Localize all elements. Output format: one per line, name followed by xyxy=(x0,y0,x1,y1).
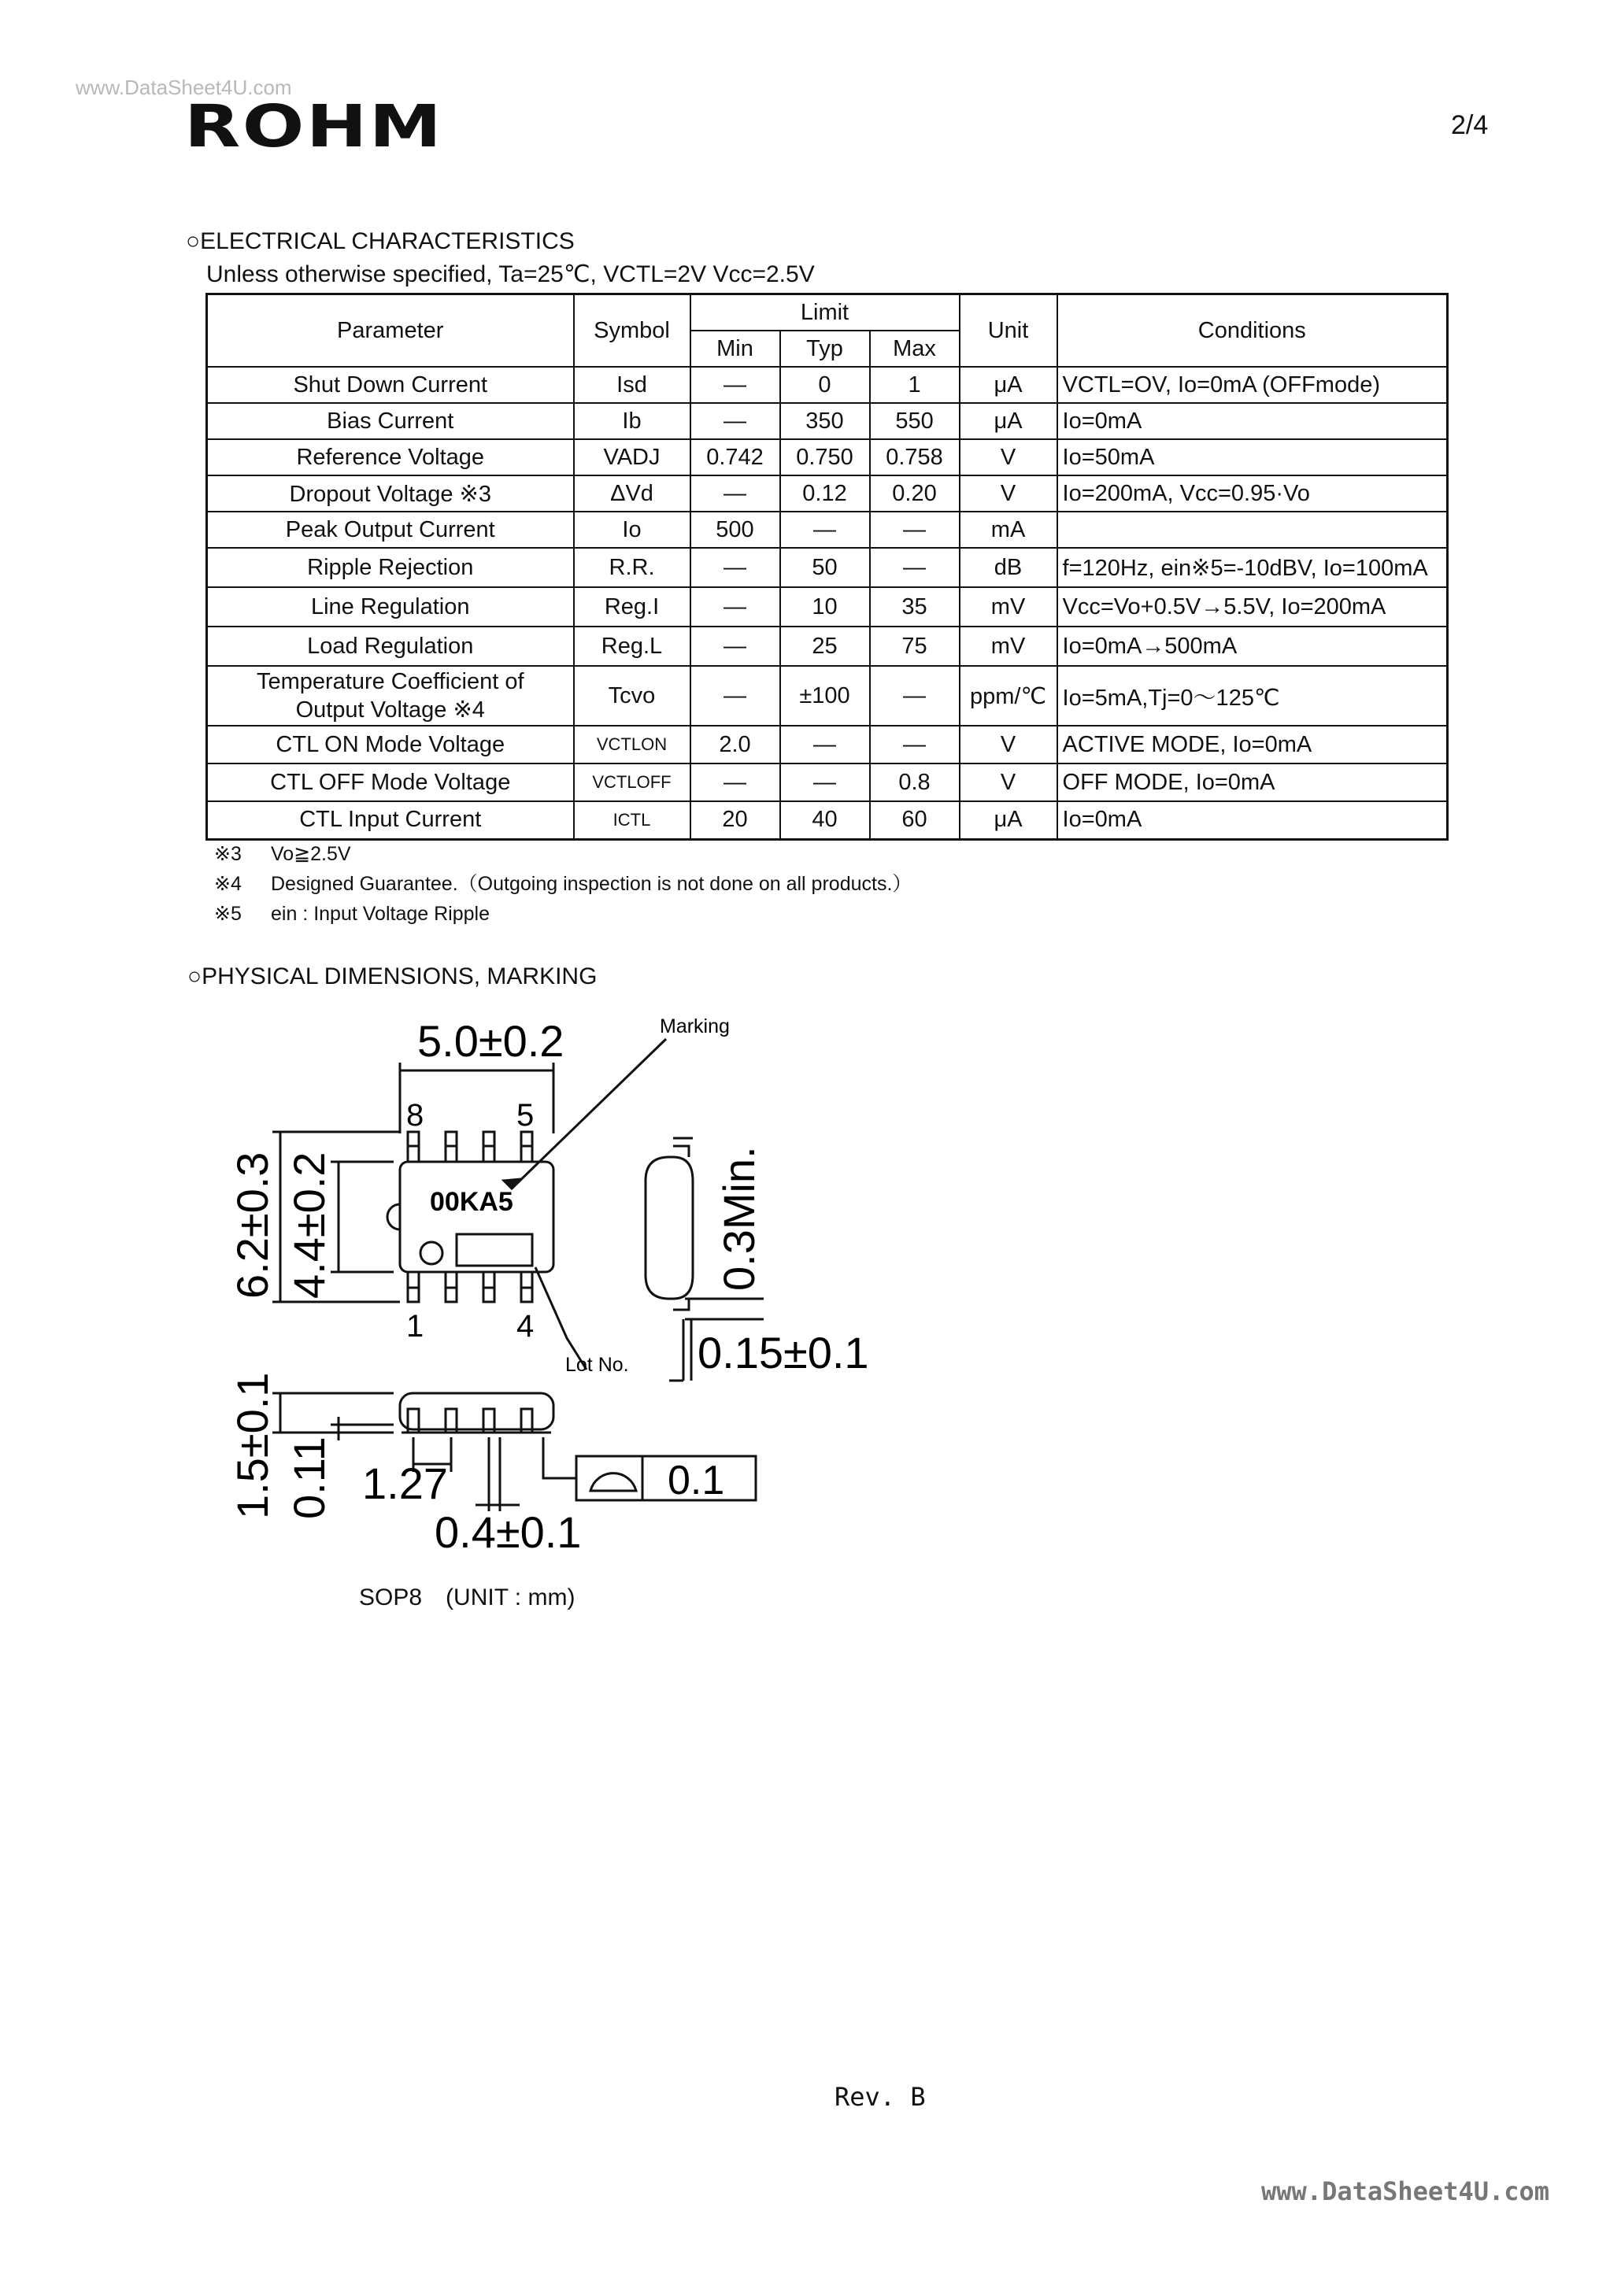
param-line-1: Temperature Coefficient of xyxy=(256,669,524,694)
typ-cell: 0.750 xyxy=(780,439,870,475)
typ-cell: 0.12 xyxy=(780,475,870,512)
revision: Rev. B xyxy=(835,2082,926,2112)
dim-height-body: 4.4±0.2 xyxy=(284,1152,334,1299)
dim-height-total: 6.2±0.3 xyxy=(228,1152,277,1299)
param-cell: Bias Current xyxy=(207,403,574,439)
min-cell: — xyxy=(690,367,780,403)
min-cell: — xyxy=(690,627,780,666)
max-cell: 35 xyxy=(870,587,960,627)
dim-width: 5.0±0.2 xyxy=(417,1016,564,1066)
param-line-2: Output Voltage ※4 xyxy=(295,697,485,723)
min-cell: 2.0 xyxy=(690,726,780,763)
header-unit: Unit xyxy=(960,294,1057,368)
watermark-top: www.DataSheet4U.com xyxy=(76,76,292,99)
watermark-bottom: www.DataSheet4U.com xyxy=(1261,2176,1550,2206)
param-cell: Peak Output Current xyxy=(207,512,574,548)
symbol-cell: Ib xyxy=(574,403,690,439)
cond-cell: Io=0mA→500mA xyxy=(1057,627,1448,666)
unit-cell: V xyxy=(960,763,1057,801)
symbol-cell: Io xyxy=(574,512,690,548)
rohm-logo: ROHM xyxy=(184,93,444,161)
max-cell: 75 xyxy=(870,627,960,666)
dim-lead-thickness: 0.15±0.1 xyxy=(698,1328,869,1377)
param-cell: CTL ON Mode Voltage xyxy=(207,726,574,763)
min-cell: 500 xyxy=(690,512,780,548)
unit-cell: V xyxy=(960,439,1057,475)
typ-cell: 25 xyxy=(780,627,870,666)
max-cell: 0.8 xyxy=(870,763,960,801)
footnote-mark: ※5 xyxy=(214,903,242,925)
min-cell: — xyxy=(690,666,780,726)
symbol-cell: ICTL xyxy=(574,801,690,839)
cond-cell: Io=200mA, Vcc=0.95·Vo xyxy=(1057,475,1448,512)
max-cell: — xyxy=(870,512,960,548)
min-cell: — xyxy=(690,403,780,439)
typ-cell: 40 xyxy=(780,801,870,839)
symbol-cell: VADJ xyxy=(574,439,690,475)
header-min: Min xyxy=(690,331,780,367)
unit-cell: mA xyxy=(960,512,1057,548)
electrical-conditions-subtitle: Unless otherwise specified, Ta=25℃, VCTL=2V Vcc=2.5V xyxy=(206,261,815,287)
symbol-cell: Isd xyxy=(574,367,690,403)
min-cell: 20 xyxy=(690,801,780,839)
page-number: 2/4 xyxy=(1451,110,1489,140)
unit-cell: μA xyxy=(960,801,1057,839)
symbol-cell: VCTLOFF xyxy=(574,763,690,801)
typ-cell: — xyxy=(780,512,870,548)
cond-cell: Io=0mA xyxy=(1057,801,1448,839)
typ-cell: — xyxy=(780,726,870,763)
max-cell: 1 xyxy=(870,367,960,403)
cond-cell: Vcc=Vo+0.5V→5.5V, Io=200mA xyxy=(1057,587,1448,627)
pin-label-1: 1 xyxy=(406,1309,424,1344)
dim-min-clearance: 0.3Min. xyxy=(714,1146,764,1291)
max-cell: — xyxy=(870,666,960,726)
marking-text: 00KA5 xyxy=(430,1187,513,1217)
package-caption: SOP8 (UNIT : mm) xyxy=(359,1584,575,1610)
footnote-text: Designed Guarantee.（Outgoing inspection is not done on all products.） xyxy=(271,873,912,895)
cond-cell: ACTIVE MODE, Io=0mA xyxy=(1057,726,1448,763)
param-cell: Load Regulation xyxy=(207,627,574,666)
header-typ: Typ xyxy=(780,331,870,367)
unit-cell: μA xyxy=(960,403,1057,439)
min-cell: — xyxy=(690,548,780,587)
physical-section-title: ○PHYSICAL DIMENSIONS, MARKING xyxy=(187,963,598,989)
symbol-cell: Tcvo xyxy=(574,666,690,726)
lot-label: Lot No. xyxy=(565,1354,629,1376)
dim-standoff: 0.11 xyxy=(284,1436,334,1519)
typ-cell: — xyxy=(780,763,870,801)
pin1-mark xyxy=(420,1242,442,1264)
symbol-cell: R.R. xyxy=(574,548,690,587)
footnote-text: ein : Input Voltage Ripple xyxy=(271,903,490,925)
max-cell: — xyxy=(870,548,960,587)
pin-label-5: 5 xyxy=(516,1098,535,1133)
unit-cell: mV xyxy=(960,627,1057,666)
package-top-body xyxy=(400,1162,553,1272)
cond-cell: OFF MODE, Io=0mA xyxy=(1057,763,1448,801)
header-parameter: Parameter xyxy=(207,294,574,368)
side-lead-bottom xyxy=(673,1299,689,1310)
unit-cell: V xyxy=(960,475,1057,512)
dim-flatness: 0.1 xyxy=(668,1458,725,1503)
electrical-section-title: ○ELECTRICAL CHARACTERISTICS xyxy=(186,228,575,254)
symbol-cell: Reg.I xyxy=(574,587,690,627)
unit-cell: V xyxy=(960,726,1057,763)
param-cell: CTL Input Current xyxy=(207,801,574,839)
header-max: Max xyxy=(870,331,960,367)
typ-cell: ±100 xyxy=(780,666,870,726)
lot-box xyxy=(457,1234,532,1266)
symbol-cell: ΔVd xyxy=(574,475,690,512)
typ-cell: 350 xyxy=(780,403,870,439)
cond-cell: VCTL=OV, Io=0mA (OFFmode) xyxy=(1057,367,1448,403)
symbol-cell: VCTLON xyxy=(574,726,690,763)
footnote-mark: ※4 xyxy=(214,873,242,895)
package-side-body xyxy=(646,1157,693,1299)
max-cell: 0.20 xyxy=(870,475,960,512)
dim-thickness: 1.5±0.1 xyxy=(228,1372,277,1519)
typ-cell: 50 xyxy=(780,548,870,587)
unit-cell: μA xyxy=(960,367,1057,403)
min-cell: — xyxy=(690,475,780,512)
min-cell: 0.742 xyxy=(690,439,780,475)
cond-cell: Io=5mA,Tj=0～125℃ xyxy=(1057,666,1448,726)
param-cell: Line Regulation xyxy=(207,587,574,627)
header-symbol: Symbol xyxy=(574,294,690,368)
unit-cell: ppm/℃ xyxy=(960,666,1057,726)
cond-cell: f=120Hz, ein※5=-10dBV, Io=100mA xyxy=(1057,548,1448,587)
pin-label-8: 8 xyxy=(406,1098,424,1133)
unit-cell: mV xyxy=(960,587,1057,627)
cond-cell: Io=50mA xyxy=(1057,439,1448,475)
cond-cell: Io=0mA xyxy=(1057,403,1448,439)
min-cell: — xyxy=(690,763,780,801)
pin-label-4: 4 xyxy=(516,1309,535,1344)
notch xyxy=(387,1204,400,1229)
package-front-body xyxy=(400,1393,553,1429)
typ-cell: 10 xyxy=(780,587,870,627)
param-cell: Reference Voltage xyxy=(207,439,574,475)
param-cell: Ripple Rejection xyxy=(207,548,574,587)
max-cell: 550 xyxy=(870,403,960,439)
side-lead-top xyxy=(673,1146,689,1157)
marking-label: Marking xyxy=(660,1015,730,1037)
dim-lead-width: 0.4±0.1 xyxy=(435,1507,582,1557)
header-conditions: Conditions xyxy=(1057,294,1448,368)
max-cell: — xyxy=(870,726,960,763)
param-cell: CTL OFF Mode Voltage xyxy=(207,763,574,801)
param-cell: Dropout Voltage ※3 xyxy=(207,475,574,512)
dim-pitch: 1.27 xyxy=(362,1459,448,1508)
max-cell: 60 xyxy=(870,801,960,839)
flatness-box xyxy=(576,1456,756,1500)
symbol-cell: Reg.L xyxy=(574,627,690,666)
min-cell: — xyxy=(690,587,780,627)
param-cell: Shut Down Current xyxy=(207,367,574,403)
footnote-text: Vo≧2.5V xyxy=(271,843,351,865)
unit-cell: dB xyxy=(960,548,1057,587)
typ-cell: 0 xyxy=(780,367,870,403)
footnote-mark: ※3 xyxy=(214,843,242,865)
header-limit: Limit xyxy=(690,294,960,331)
max-cell: 0.758 xyxy=(870,439,960,475)
